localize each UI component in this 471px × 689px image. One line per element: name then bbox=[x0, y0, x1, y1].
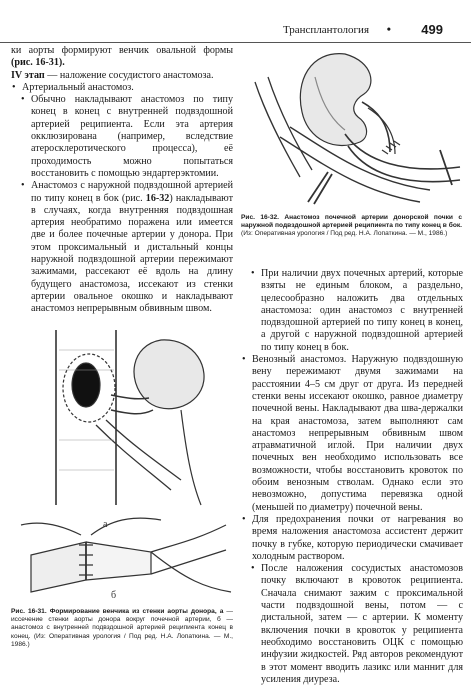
text-span: ) накладывают в случаях, когда внутренняя подвздошная артерия необратимо поражена или имеется две и более почечные артерии у донора. При этом проксимальный и дистальный концы наружной подвздошной артерии пережимают зажимами, рассекают её вдоль на длину будущего анастомоза, иссекают из стенки артерии овальное окошко и накладывают анастомоз непрерывным обвивным швом. bbox=[31, 192, 233, 315]
running-title: Трансплантология bbox=[282, 24, 369, 36]
figure-ref: (рис. 16-31). bbox=[11, 57, 65, 69]
caption-source: (Из: Оперативная урология / Под ред. Н.А. Лопаткина. — М., 1986.) bbox=[11, 632, 233, 648]
bullet-arterial: • Артериальный анастомоз. bbox=[11, 82, 233, 94]
panel-label-b: б bbox=[111, 590, 117, 600]
text-span: ки аорты формируют венчик овальной формы bbox=[11, 45, 233, 56]
sub-bullet-after-anastomosis: • После наложения сосудистых анастомозов почку включают в кровоток реципиента. Сначала снимают зажим с проксимальной части подвздошной вены, потом — с дистальной, затем — с артерии. К моменту включения почки в кровоток у реципиента необходимо восстановить ОЦК с помощью инфузии жидкостей. Ряд авторов рекомендуют в этот момент вводить лазикс или маннит для усиления диуреза. bbox=[241, 563, 463, 686]
stage-text: — наложение сосудистого анастомоза. bbox=[44, 69, 214, 81]
bullet-cooling: • Для предохранения почки от нагревания во время наложения анастомоза ассистент держит почку в губке, которую периодически смачивает холодным раствором. bbox=[241, 514, 463, 563]
page-number: 499 bbox=[421, 22, 443, 37]
stage-paragraph bbox=[11, 70, 233, 82]
header-separator: • bbox=[386, 22, 391, 36]
caption-source: (Из: Оперативная урология / Под ред. Н.А. Лопаткина. — М., 1986.) bbox=[241, 230, 448, 238]
paragraph-aorta-cuff bbox=[11, 45, 233, 70]
bullet-venous: • Венозный анастомоз. Наружную подвздошную вену пережимают двумя зажимами на расстоянии 4–5 см друг от друга. Из передней стенки вены иссекают окошко, равное диаметру почечной вены. Накладывают два шва-держалки на края анастомоза, затем выполняют сам анастомоз непрерывным обвивным швом атравматичной иглой. При наличии двух почечных вен необходимо использовать все возможности, чтобы восстановить кровоток по обоим венозным стволам. Однако если это невозможно, допустима перевязка одной (меньшей по диаметру) почечной вены. bbox=[241, 354, 463, 514]
figure-ref: 16-32 bbox=[145, 192, 170, 204]
stage-heading: IV этап bbox=[11, 69, 45, 81]
sub-bullet-two-arteries: • При наличии двух почечных артерий, которые взяты не единым блоком, а раздельно, целесообразно наложить два отдельных анастомоза: один анастомоз с внутренней подвздошной артерией по типу конец в конец, а другой с наружной подвздошной артерией по типу конец в бок. bbox=[241, 268, 463, 354]
sub-bullet-end-to-end: • Обычно накладывают анастомоз по типу конец в конец с внутренней подвздошной артерией реципиента. Если эта артерия окклюзирована (например, вследствие атеросклеротического процесса), её проходимость можно попытаться восстановить с помощью эндартерэктомии. bbox=[11, 94, 233, 180]
figure-16-32-caption bbox=[241, 214, 462, 239]
right-column-text bbox=[241, 268, 463, 686]
page-header bbox=[0, 22, 471, 43]
figure-16-31-illustration bbox=[11, 330, 233, 600]
left-column-text bbox=[11, 45, 233, 316]
panel-label-a: а bbox=[103, 519, 108, 530]
caption-body: — иссечение стенки аорты донора вокруг почечной артерии, б — анастомоз с внутренней подвздошной артерией реципиента конец в конец. bbox=[11, 608, 233, 640]
sub-bullet-end-to-side bbox=[11, 180, 233, 315]
caption-title: Рис. 16-32. Анастомоз почечной артерии донорской почки с наружной подвздошной артерией реципиента по типу конец в бок. bbox=[241, 214, 462, 230]
figure-16-32-illustration bbox=[240, 42, 465, 212]
figure-16-31-caption bbox=[11, 608, 233, 649]
text-span: Анастомоз с наружной подвздошной артерией по типу конец в бок (рис. bbox=[31, 180, 233, 204]
caption-title: Рис. 16-31. Формирование венчика из стенки аорты донора, а bbox=[11, 608, 224, 615]
